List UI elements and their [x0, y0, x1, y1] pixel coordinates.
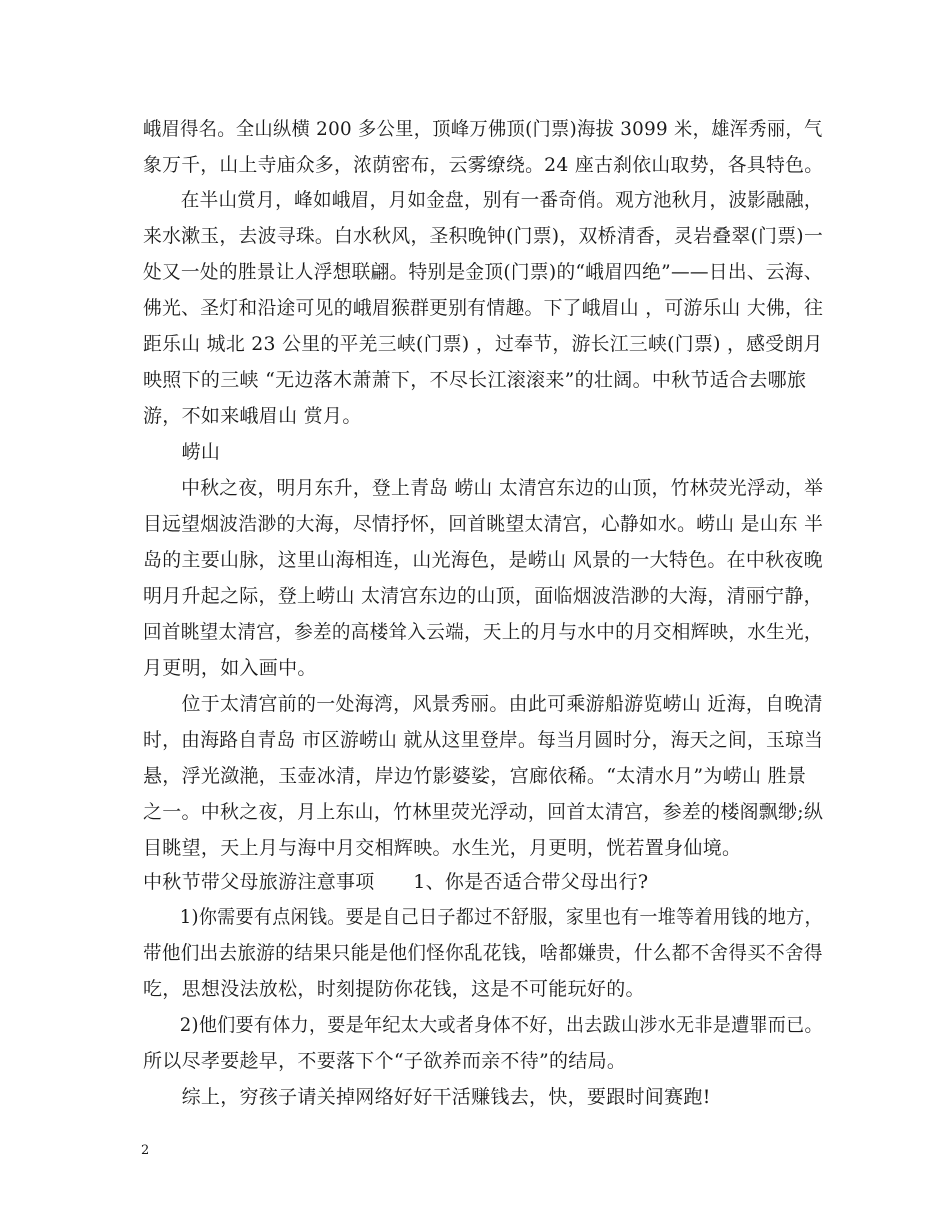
text-line: 佛光、圣灯和沿途可见的峨眉猴群更别有情趣。下了峨眉山 ，可游乐山 大佛，往 [143, 297, 824, 319]
page-number: 2 [141, 1143, 150, 1158]
text-line: 来水漱玉，去波寻珠。白水秋风，圣积晚钟(门票)，双桥清香，灵岩叠翠(门票)一 [143, 225, 824, 247]
text-line: 映照下的三峡 “无边落木萧萧下，不尽长江滚滚来”的壮阔。中秋节适合去哪旅 [143, 369, 807, 391]
text-line: 吃，思想没法放松，时刻提防你花钱，这是不可能玩好的。 [143, 978, 645, 1000]
text-line: 峨眉得名。全山纵横 200 多公里，顶峰万佛顶(门票)海拔 3099 米，雄浑秀丽，气 [143, 118, 823, 140]
text-line: 带他们出去旅游的结果只能是他们怪你乱花钱，啥都嫌贵，什么都不舍得买不舍得 [143, 942, 823, 964]
text-line: 象万千，山上寺庙众多，浓荫密布，云雾缭绕。24 座古刹依山取势，各具特色。 [143, 154, 824, 176]
text-line: 悬，浮光潋滟，玉壶冰清，岸边竹影婆娑，宫廊依稀。“太清水月”为崂山 胜景 [143, 765, 807, 787]
text-line: 明月升起之际，登上崂山 太清宫东边的山顶，面临烟波浩渺的大海，清丽宁静， [143, 585, 823, 607]
text-line: 在半山赏月，峰如峨眉，月如金盘，别有一番奇俏。观方池秋月，波影融融， [143, 189, 823, 211]
section-heading: 崂山 [143, 441, 221, 463]
text-line: 距乐山 城北 23 公里的平羌三峡(门票) ，过奉节，游长江三峡(门票) ，感受朗月 [143, 333, 823, 355]
text-line: 1)你需要有点闲钱。要是自己日子都过不舒服，家里也有一堆等着用钱的地方， [143, 906, 823, 928]
text-line: 处又一处的胜景让人浮想联翩。特别是金顶(门票)的“峨眉四绝”——日出、云海、 [143, 261, 823, 283]
text-line: 位于太清宫前的一处海湾，风景秀丽。由此可乘游船游览崂山 近海，自晚清 [143, 693, 823, 715]
text-line: 2)他们要有体力，要是年纪太大或者身体不好，出去跋山涉水无非是遭罪而已。 [143, 1014, 823, 1036]
text-line: 游，不如来峨眉山 赏月。 [143, 405, 362, 427]
text-line: 目眺望，天上月与海中月交相辉映。水生光，月更明，恍若置身仙境。 [143, 837, 742, 859]
text-line: 综上，穷孩子请关掉网络好好干活赚钱去，快，要跟时间赛跑! [143, 1086, 711, 1108]
text-line: 时，由海路自青岛 市区游崂山 就从这里登岸。每当月圆时分，海天之间，玉琼当 [143, 729, 824, 751]
section-heading: 中秋节带父母旅游注意事项 1、你是否适合带父母出行? [143, 871, 649, 893]
text-line: 月更明，如入画中。 [143, 657, 317, 679]
text-line: 所以尽孝要趁早，不要落下个“子欲养而亲不待”的结局。 [143, 1050, 627, 1072]
text-line: 目远望烟波浩渺的大海，尽情抒怀，回首眺望太清宫，心静如水。崂山 是山东 半 [143, 513, 824, 535]
text-line: 回首眺望太清宫，参差的高楼耸入云端，天上的月与水中的月交相辉映，水生光， [143, 621, 823, 643]
text-line: 中秋之夜，明月东升，登上青岛 崂山 太清宫东边的山顶，竹林荧光浮动，举 [143, 477, 824, 499]
text-line: 岛的主要山脉，这里山海相连，山光海色，是崂山 风景的一大特色。在中秋夜晚 [143, 549, 823, 571]
text-line: 之一。中秋之夜，月上东山，竹林里荧光浮动，回首太清宫，参差的楼阁飘缈;纵 [143, 801, 824, 823]
